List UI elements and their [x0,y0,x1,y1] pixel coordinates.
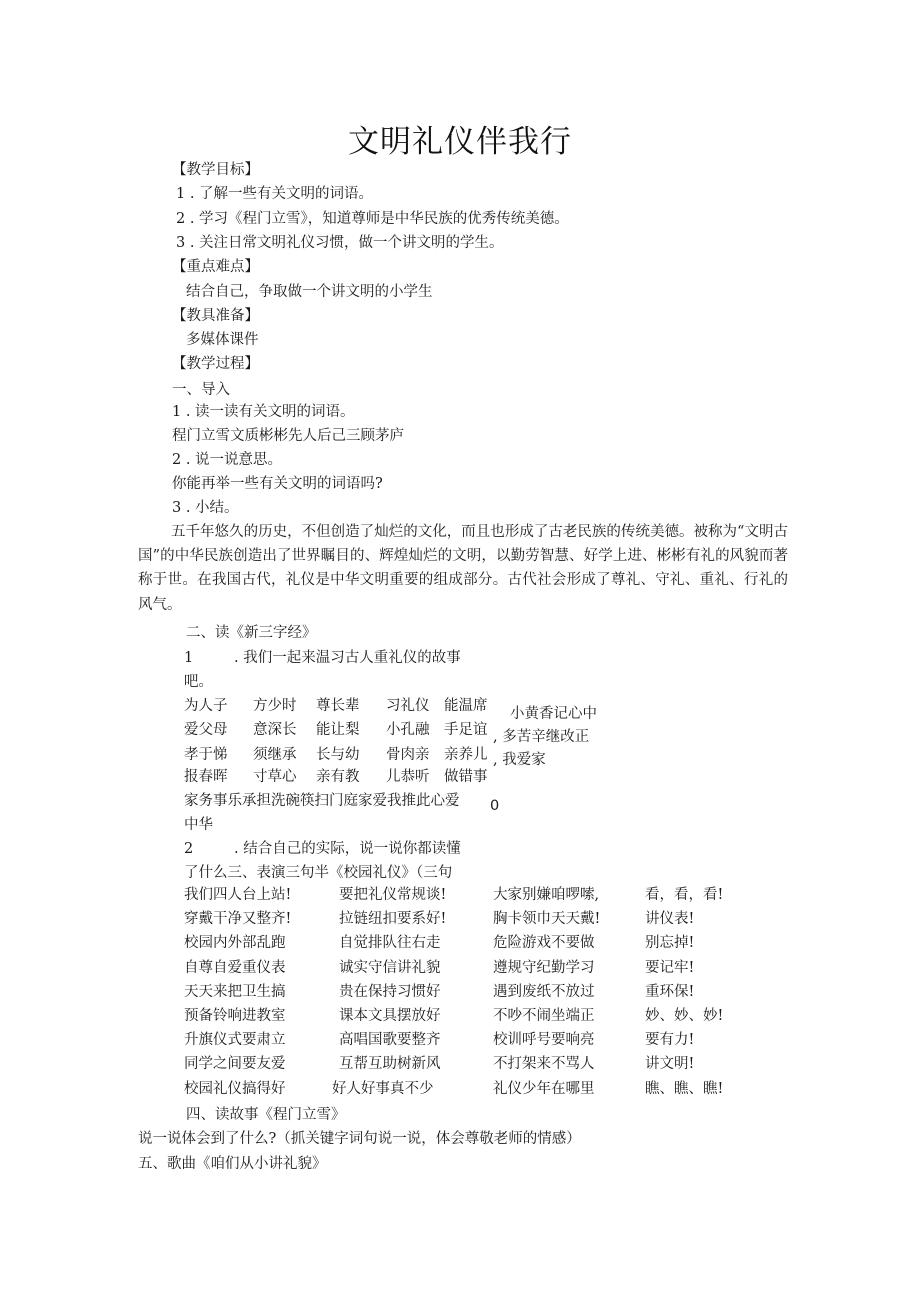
grid-cell: 尊长辈 [316,698,360,714]
section-1-line-2: 程门立雪文质彬彬先人后己三顾茅庐 [172,428,404,444]
goal-item-1: 1 . 了解一些有关文明的词语。 [176,186,374,202]
poem-line: 重环保! [645,983,695,1000]
poem-line: 校园礼仪搞得好 [184,1080,286,1097]
poem-line: 自觉排队往右走 [339,935,441,952]
poem-line: 拉链纽扣要系好! [339,911,447,928]
poem-line: 好人好事真不少 [332,1080,434,1097]
section-2-item-1-text: . 我们一起来温习古人重礼仪的故事 [234,650,461,666]
poem-line: 大家别嫌咱啰嗦, [493,887,600,903]
poem-line: 要记牢! [645,959,695,976]
side-text-3: , 我爱家 [493,752,546,768]
goals-heading: 【教学目标】 [172,162,259,178]
grid-cell: 能温席 [444,698,488,714]
section-1-line-5: 3 . 小结。 [172,500,239,516]
section-2-item-2-number: 2 [184,841,194,857]
poem-line: 课本文具摆放好 [339,1008,441,1024]
grid-cell: 骨肉亲 [386,747,430,763]
poem-line: 看，看，看! [645,887,724,903]
grid-cell: 为人子 [184,698,228,714]
poem-line: 预备铃响进教室 [184,1008,286,1024]
section-2-heading: 二、读《新三字经》 [186,625,317,641]
poem-line: 别忘掉! [645,935,695,952]
poem-line: 同学之间要友爱 [184,1056,286,1073]
section-1-line-4: 你能再举一些有关文明的词语吗? [172,476,383,492]
grid-cell: 手足谊 [444,722,488,738]
section-2-item-2-continued: 了什么三、表演三句半《校园礼仪》（三句 [184,865,453,881]
grid-cell: 儿恭听 [386,769,430,785]
grid-cell: 须继承 [253,747,297,763]
side-text-2: , 多苦辛继改正 [493,729,590,745]
section-1-heading: 一、导入 [172,382,230,398]
goal-item-2: 2 . 学习《程门立雪》，知道尊师是中华民族的优秀传统美德。 [176,211,569,227]
grid-cell: 能让梨 [316,722,360,738]
key-points-text: 结合自己，争取做一个讲文明的小学生 [186,284,433,300]
grid-cell: 意深长 [253,722,297,738]
grid-cell: 方少时 [253,698,297,714]
poem-line: 危险游戏不要做 [493,935,595,952]
section-4-text: 说一说体会到了什么?（抓关键字词句说一说，体会尊敬老师的情感） [138,1131,581,1147]
materials-text: 多媒体课件 [186,332,259,348]
poem-line: 要把礼仪常规谈! [339,887,447,903]
poem-line: 诚实守信讲礼貌 [339,959,441,976]
section-5-heading: 五、歌曲《咱们从小讲礼貌》 [138,1156,327,1172]
poem-line: 瞧、瞧、瞧! [645,1080,724,1097]
section-1-line-1: 1 . 读一读有关文明的词语。 [172,404,355,420]
process-heading: 【教学过程】 [172,356,259,372]
section-2-item-1-continued: 吧。 [184,674,213,690]
poem-line: 讲文明! [645,1056,695,1073]
poem-line: 贵在保持习惯好 [339,983,441,1000]
key-points-heading: 【重点难点】 [172,259,259,275]
section-2-long-line: 家务事乐承担洗碗筷扫门庭家爱我推此心爱 [184,793,460,809]
page-title: 文明礼仪伴我行 [348,124,572,160]
grid-cell: 小孔融 [386,722,430,738]
poem-line: 讲仪表! [645,911,695,928]
section-2-zero: 0 [490,798,500,814]
poem-line: 遵规守纪勤学习 [493,959,595,976]
section-2-item-1-number: 1 [184,650,194,666]
poem-line: 校园内外部乱跑 [184,935,286,952]
section-1-line-3: 2 . 说一说意思。 [172,452,283,468]
section-2-long-line-continued: 中华 [184,817,213,833]
poem-line: 我们四人台上站! [184,887,292,903]
section-4-heading: 四、读故事《程门立雪》 [186,1107,346,1123]
grid-cell: 报春晖 [184,769,228,785]
side-text-1: 小黄香记心中 [510,706,597,722]
materials-heading: 【教具准备】 [172,308,259,324]
grid-cell: 亲有教 [316,769,360,785]
section-2-item-2-text: . 结合自己的实际，说一说你都读懂 [234,841,461,857]
grid-cell: 做错事 [444,769,488,785]
poem-line: 自尊自爱重仪表 [184,959,286,976]
grid-cell: 长与幼 [316,747,360,763]
summary-paragraph: 五千年悠久的历史，不但创造了灿烂的文化，而且也形成了古老民族的传统美德。被称为“文明古国”的中华民族创造出了世界瞩目的、辉煌灿烂的文明，以勤劳智慧、好学上进、彬彬有礼的风貌而著称于世。在我国古代，礼仪是中华文明重要的组成部分。古代社会形成了尊礼、守礼、重礼、行礼的风气。 [138,524,788,613]
poem-line: 穿戴干净又整齐! [184,911,292,928]
poem-line: 要有力! [645,1032,695,1049]
poem-line: 胸卡领巾天天戴! [493,911,601,928]
poem-line: 校训呼号要响亮 [493,1032,595,1049]
poem-line: 互帮互助树新风 [339,1056,441,1073]
poem-line: 遇到废纸不放过 [493,983,595,1000]
poem-line: 不吵不闹坐端正 [493,1008,595,1024]
poem-line: 天天来把卫生搞 [184,983,286,1000]
grid-cell: 爱父母 [184,722,228,738]
poem-line: 升旗仪式要肃立 [184,1032,286,1049]
poem-line: 妙、妙、妙! [645,1008,724,1024]
poem-line: 高唱国歌要整齐 [339,1032,441,1049]
goal-item-3: 3 . 关注日常文明礼仪习惯，做一个讲文明的学生。 [176,235,504,251]
poem-line: 不打架来不骂人 [493,1056,595,1073]
poem-line: 礼仪少年在哪里 [493,1080,595,1097]
grid-cell: 习礼仪 [386,698,430,714]
grid-cell: 寸草心 [253,769,297,785]
grid-cell: 亲养儿 [444,747,488,763]
grid-cell: 孝于悌 [184,747,228,763]
